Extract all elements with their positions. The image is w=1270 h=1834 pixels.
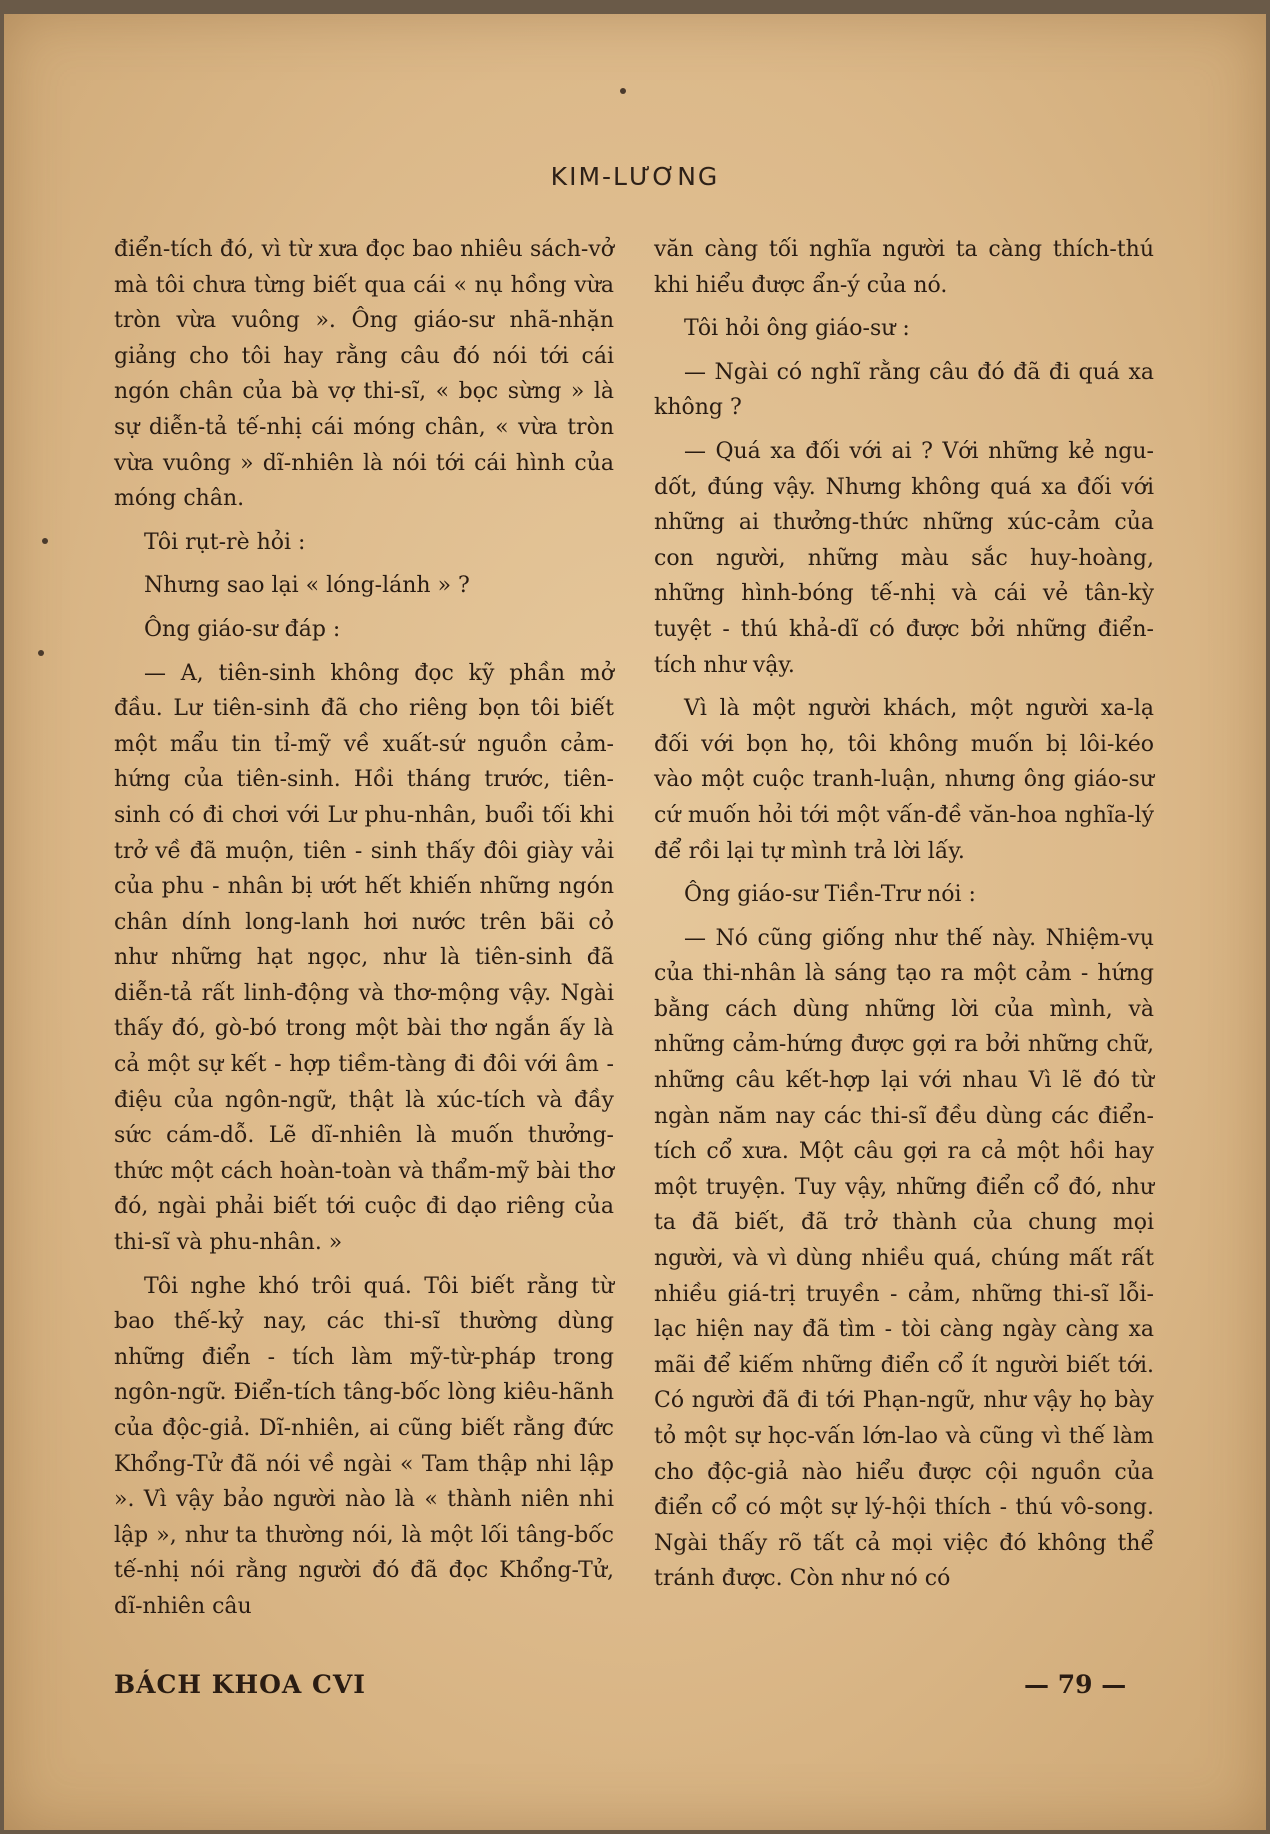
- ink-dot: [42, 538, 48, 544]
- paragraph: — Ngài có nghĩ rằng câu đó đã đi quá xa không ?: [654, 359, 1154, 421]
- book-page: [4, 14, 1266, 1830]
- paragraph: Vì là một người khách, một người xa-lạ đối với bọn họ, tôi không muốn bị lôi-kéo vào một cuộc tranh-luận, nhưng ông giáo-sư cứ muốn hỏi tới một vấn-đề văn-hoa nghĩa-lý để rồi lại tự mình trả lời lấy.: [654, 696, 1154, 864]
- paragraph: — Quá xa đối với ai ? Với những kẻ ngu-dốt, đúng vậy. Nhưng không quá xa đối với những ai thưởng-thức những xúc-cảm của con người, những màu sắc huy-hoàng, những hình-bóng tế-nhị và cái vẻ tân-kỳ tuyệt - thú khả-dĩ có được bởi những điển-tích như vậy.: [654, 438, 1154, 678]
- right-column: [654, 232, 1154, 1597]
- paragraph: văn càng tối nghĩa người ta càng thích-thú khi hiểu được ẩn-ý của nó.: [654, 237, 1154, 298]
- ink-dot: [620, 88, 626, 94]
- paragraph: Tôi hỏi ông giáo-sư :: [684, 316, 910, 342]
- paragraph: điển-tích đó, vì từ xưa đọc bao nhiêu sách-vở mà tôi chưa từng biết qua cái « nụ hồng vừa tròn vừa vuông ». Ông giáo-sư nhã-nhặn giảng cho tôi hay rằng câu đó nói tới cái ngón chân của bà vợ thi-sĩ, « bọc sừng » là sự diễn-tả tế-nhị cái móng chân, « vừa tròn vừa vuông » dĩ-nhiên là nói tới cái hình của móng chân.: [114, 237, 614, 512]
- publication-name: BÁCH KHOA CVI: [114, 1670, 366, 1699]
- ink-dot: [38, 650, 44, 656]
- page-number: — 79 —: [1024, 1670, 1127, 1699]
- left-column: [114, 232, 614, 1625]
- paragraph: Nhưng sao lại « lóng-lánh » ?: [144, 573, 470, 599]
- paragraph: Tôi nghe khó trôi quá. Tôi biết rằng từ bao thế-kỷ nay, các thi-sĩ thường dùng những điển - tích làm mỹ-từ-pháp trong ngôn-ngữ. Điển-tích tâng-bốc lòng kiêu-hãnh của độc-giả. Dĩ-nhiên, ai cũng biết rằng đức Khổng-Tử đã nói về ngài « Tam thập nhi lập ». Vì vậy bảo người nào là « thành niên nhi lập », như ta thường nói, là một lối tâng-bốc tế-nhị nói rằng người đó đã đọc Khổng-Tử, dĩ-nhiên câu: [114, 1273, 614, 1619]
- paragraph: — A, tiên-sinh không đọc kỹ phần mở đầu. Lư tiên-sinh đã cho riêng bọn tôi biết một mẩu tin tỉ-mỹ về xuất-sứ nguồn cảm-hứng của tiên-sinh. Hồi tháng trước, tiên-sinh có đi chơi với Lư phu-nhân, buổi tối khi trở về đã muộn, tiên - sinh thấy đôi giày vải của phu - nhân bị ướt hết khiến những ngón chân dính long-lanh hơi nước trên bãi cỏ như những hạt ngọc, như là tiên-sinh đã diễn-tả rất linh-động và thơ-mộng vậy. Ngài thấy đó, gò-bó trong một bài thơ ngắn ấy là cả một sự kết - hợp tiềm-tàng đi đôi với âm - điệu của ngôn-ngữ, thật là xúc-tích và đầy sức cám-dỗ. Lẽ dĩ-nhiên là muốn thưởng-thức một cách hoàn-toàn và thẩm-mỹ bài thơ đó, ngài phải biết tới cuộc đi dạo riêng của thi-sĩ và phu-nhân. »: [114, 660, 614, 1256]
- paragraph: Ông giáo-sư Tiền-Trư nói :: [684, 882, 976, 908]
- paragraph: Ông giáo-sư đáp :: [144, 616, 341, 642]
- paragraph: — Nó cũng giống như thế này. Nhiệm-vụ của thi-nhân là sáng tạo ra một cảm - hứng bằng cách dùng những lời của mình, và những cảm-hứng được gợi ra bởi những chữ, những câu kết-hợp lại với nhau Vì lẽ đó từ ngàn năm nay các thi-sĩ đều dùng các điển-tích cổ xưa. Một câu gợi ra cả một hồi hay một truyện. Tuy vậy, những điển cổ đó, như ta đã biết, đã trở thành của chung mọi người, và vì dùng nhiều quá, chúng mất rất nhiều giá-trị truyền - cảm, những thi-sĩ lỗi-lạc hiện nay đã tìm - tòi càng ngày càng xa mãi để kiếm những điển cổ ít người biết tới. Có người đã đi tới Phạn-ngữ, như vậy họ bày tỏ một sự học-vấn lớn-lao và cũng vì thế làm cho độc-giả nào hiểu được cội nguồn của điển cổ có một sự lý-hội thích - thú vô-song. Ngài thấy rõ tất cả mọi việc đó không thể tránh được. Còn như nó có: [654, 925, 1154, 1592]
- running-header: KIM-LƯƠNG: [550, 162, 720, 191]
- paragraph: Tôi rụt-rè hỏi :: [144, 529, 306, 555]
